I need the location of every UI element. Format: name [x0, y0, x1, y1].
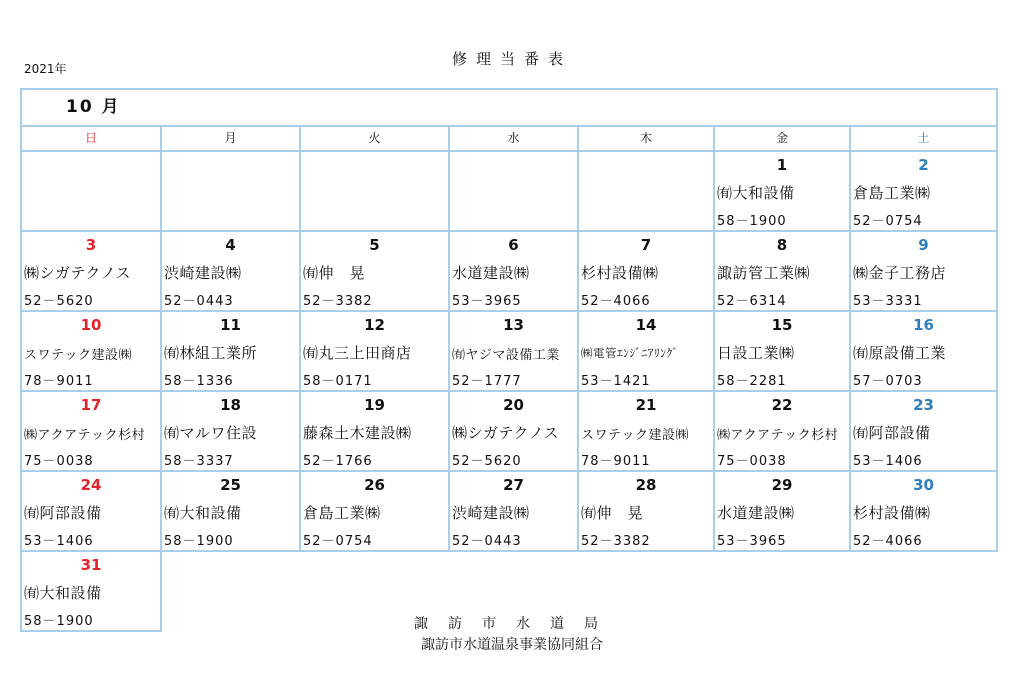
- phone-number: 52－6314: [717, 294, 787, 309]
- weekday-thu: 木: [578, 126, 714, 151]
- company-name: ㈲阿部設備: [24, 504, 102, 522]
- phone-number: 53－1421: [581, 374, 651, 389]
- day-cell: [161, 391, 300, 471]
- company-name: ㈲丸三上田商店: [303, 344, 412, 362]
- footer-org: 諏訪市水道局: [414, 616, 618, 632]
- company-name: 倉島工業㈱: [303, 504, 381, 522]
- day-cell: [21, 471, 161, 551]
- company-name: ㈱電管ｴﾝｼﾞﾆｱﾘﾝｸﾞ: [581, 346, 679, 360]
- day-number: 4: [225, 236, 236, 254]
- weekday-header-row: [21, 126, 997, 151]
- day-number: 26: [364, 476, 385, 494]
- day-cell: [300, 311, 449, 391]
- company-name: 水道建設㈱: [717, 504, 795, 522]
- company-name: 杉村設備㈱: [581, 264, 659, 282]
- company-name: 渋崎建設㈱: [452, 504, 530, 522]
- day-number: 12: [364, 316, 385, 334]
- day-number: 14: [635, 316, 657, 334]
- day-cell-content: [162, 312, 299, 390]
- day-number: 7: [640, 236, 652, 254]
- week-row: [21, 311, 997, 391]
- phone-number: 52－0754: [303, 534, 373, 549]
- phone-number: 57－0703: [853, 374, 923, 389]
- week-row: [21, 471, 997, 551]
- phone-number: 53－3331: [853, 294, 923, 309]
- day-cell: [300, 231, 449, 311]
- day-cell: [449, 311, 578, 391]
- phone-number: 58－3337: [164, 454, 234, 469]
- day-cell: [161, 231, 300, 311]
- day-cell: [21, 311, 161, 391]
- day-cell-content: [450, 472, 577, 550]
- phone-number: 58－0171: [303, 374, 373, 389]
- calendar-body: [21, 151, 997, 631]
- company-name: 藤森土木建設㈱: [303, 424, 412, 442]
- day-number: 15: [771, 316, 793, 334]
- week-row: [21, 231, 997, 311]
- company-name: 水道建設㈱: [452, 264, 530, 282]
- day-cell: [850, 471, 997, 551]
- weekday-sat: 土: [850, 126, 997, 151]
- day-number: 19: [364, 396, 385, 414]
- company-name: ㈲阿部設備: [853, 424, 931, 442]
- empty-day-cell: [161, 151, 300, 231]
- day-cell: [300, 471, 449, 551]
- company-name: ㈱金子工務店: [853, 264, 947, 282]
- day-cell: [449, 391, 578, 471]
- phone-number: 78－9011: [581, 454, 651, 469]
- day-cell-content: [450, 392, 577, 470]
- day-cell: [850, 311, 997, 391]
- day-cell: [578, 391, 714, 471]
- day-number: 17: [80, 396, 102, 414]
- weekday-sun: 日: [21, 126, 161, 151]
- week-row: [21, 391, 997, 471]
- company-name: ㈲伸 晃: [303, 264, 366, 282]
- phone-number: 75－0038: [24, 454, 94, 469]
- day-cell-content: [851, 472, 996, 550]
- day-number: 25: [220, 476, 241, 494]
- phone-number: 52－4066: [853, 534, 923, 549]
- company-name: ㈲原設備工業: [853, 344, 947, 362]
- day-cell-content: [851, 312, 996, 390]
- company-name: 諏訪管工業㈱: [717, 264, 811, 282]
- company-name: ㈲大和設備: [717, 184, 795, 202]
- day-number: 24: [80, 476, 102, 494]
- company-name: ㈱シガテクノス: [24, 264, 132, 282]
- phone-number: 52－5620: [24, 294, 94, 309]
- day-number: 27: [503, 476, 524, 494]
- day-number: 6: [508, 236, 519, 254]
- company-name: ㈱アクアテック杉村: [24, 428, 146, 443]
- phone-number: 52－0443: [164, 294, 234, 309]
- day-number: 9: [918, 236, 929, 254]
- day-cell-content: [162, 472, 299, 550]
- day-number: 16: [913, 316, 934, 334]
- day-number: 28: [635, 476, 657, 494]
- day-number: 18: [220, 396, 241, 414]
- day-cell: [714, 231, 850, 311]
- phone-number: 52－1766: [303, 454, 373, 469]
- day-cell-content: [579, 232, 713, 310]
- day-cell-content: [301, 392, 448, 470]
- weekday-wed: 水: [449, 126, 578, 151]
- day-cell: [578, 231, 714, 311]
- day-number: 2: [918, 156, 929, 174]
- day-number: 29: [771, 476, 793, 494]
- phone-number: 53－3965: [717, 534, 787, 549]
- day-cell-content: [851, 152, 996, 230]
- company-name: 杉村設備㈱: [853, 504, 931, 522]
- day-number: 21: [635, 396, 657, 414]
- day-number: 22: [771, 396, 793, 414]
- empty-day-cell: [578, 151, 714, 231]
- day-cell-content: [162, 392, 299, 470]
- company-name: ㈱アクアテック杉村: [717, 428, 839, 443]
- company-name: 渋崎建設㈱: [164, 264, 242, 282]
- month-label: 10 月: [66, 97, 121, 117]
- phone-number: 52－0754: [853, 214, 923, 229]
- day-cell: [21, 231, 161, 311]
- day-number: 31: [80, 556, 102, 574]
- day-cell-content: [579, 472, 713, 550]
- phone-number: 52－3382: [303, 294, 373, 309]
- day-cell-content: [162, 232, 299, 310]
- company-name: ㈲ヤジマ設備工業: [452, 348, 560, 363]
- day-number: 3: [85, 236, 97, 254]
- phone-number: 52－3382: [581, 534, 651, 549]
- phone-number: 53－3965: [452, 294, 522, 309]
- phone-number: 52－4066: [581, 294, 651, 309]
- day-cell-content: [579, 392, 713, 470]
- company-name: ㈲伸 晃: [581, 504, 644, 522]
- month-header-row: [21, 89, 997, 126]
- day-cell-content: [715, 232, 849, 310]
- company-name: 倉島工業㈱: [853, 184, 931, 202]
- day-cell: [714, 311, 850, 391]
- phone-number: 53－1406: [853, 454, 923, 469]
- day-cell-content: [301, 312, 448, 390]
- day-number: 30: [913, 476, 934, 494]
- phone-number: 58－1900: [717, 214, 787, 229]
- company-name: ㈲大和設備: [164, 504, 242, 522]
- day-cell-content: [715, 152, 849, 230]
- phone-number: 78－9011: [24, 374, 94, 389]
- phone-number: 58－1900: [24, 614, 94, 629]
- day-cell-content: [301, 232, 448, 310]
- day-cell: [578, 311, 714, 391]
- day-cell-content: [22, 232, 160, 310]
- day-cell: [850, 391, 997, 471]
- phone-number: 52－1777: [452, 374, 522, 389]
- calendar-table: [20, 88, 998, 632]
- day-cell-content: [851, 392, 996, 470]
- year-label: 2021年: [24, 62, 67, 76]
- company-name: ㈲林組工業所: [164, 344, 258, 362]
- weekday-mon: 月: [161, 126, 300, 151]
- phone-number: 58－1900: [164, 534, 234, 549]
- day-number: 23: [913, 396, 934, 414]
- day-cell-content: [450, 312, 577, 390]
- day-number: 13: [503, 316, 524, 334]
- day-cell: [714, 471, 850, 551]
- day-number: 8: [776, 236, 788, 254]
- week-row: [21, 151, 997, 231]
- day-cell: [161, 471, 300, 551]
- day-cell: [300, 391, 449, 471]
- day-cell-content: [22, 392, 160, 470]
- day-cell-content: [851, 232, 996, 310]
- day-cell: [714, 151, 850, 231]
- weekday-tue: 火: [300, 126, 449, 151]
- empty-day-cell: [300, 151, 449, 231]
- day-number: 5: [369, 236, 380, 254]
- day-number: 11: [220, 316, 241, 334]
- day-number: 20: [503, 396, 524, 414]
- phone-number: 53－1406: [24, 534, 94, 549]
- day-cell: [850, 151, 997, 231]
- day-cell-content: [715, 472, 849, 550]
- day-number: 10: [80, 316, 102, 334]
- phone-number: 52－5620: [452, 454, 522, 469]
- page-title: 修理当番表: [451, 50, 572, 68]
- phone-number: 52－0443: [452, 534, 522, 549]
- day-cell-content: [22, 312, 160, 390]
- day-cell: [449, 471, 578, 551]
- day-cell-content: [301, 472, 448, 550]
- footer-association: 諏訪市水道温泉事業協同組合: [421, 637, 603, 653]
- empty-day-cell: [21, 151, 161, 231]
- company-name: ㈱シガテクノス: [452, 424, 560, 442]
- day-cell: [578, 471, 714, 551]
- day-cell-content: [579, 312, 713, 390]
- day-number: 1: [776, 156, 788, 174]
- company-name: 日設工業㈱: [717, 344, 795, 362]
- day-cell-content: [715, 392, 849, 470]
- day-cell: [850, 231, 997, 311]
- phone-number: 58－1336: [164, 374, 234, 389]
- month-header-cell: [21, 89, 997, 126]
- phone-number: 75－0038: [717, 454, 787, 469]
- phone-number: 58－2281: [717, 374, 787, 389]
- company-name: ㈲大和設備: [24, 584, 102, 602]
- company-name: ㈲マルワ住設: [164, 424, 258, 442]
- day-cell-content: [715, 312, 849, 390]
- day-cell: [21, 391, 161, 471]
- day-cell: [714, 391, 850, 471]
- weekday-fri: 金: [714, 126, 850, 151]
- day-cell: [449, 231, 578, 311]
- day-cell: [161, 311, 300, 391]
- empty-day-cell: [449, 151, 578, 231]
- day-cell-content: [450, 232, 577, 310]
- company-name: スワテック建設㈱: [581, 428, 690, 443]
- company-name: スワテック建設㈱: [24, 348, 133, 363]
- day-cell-content: [22, 472, 160, 550]
